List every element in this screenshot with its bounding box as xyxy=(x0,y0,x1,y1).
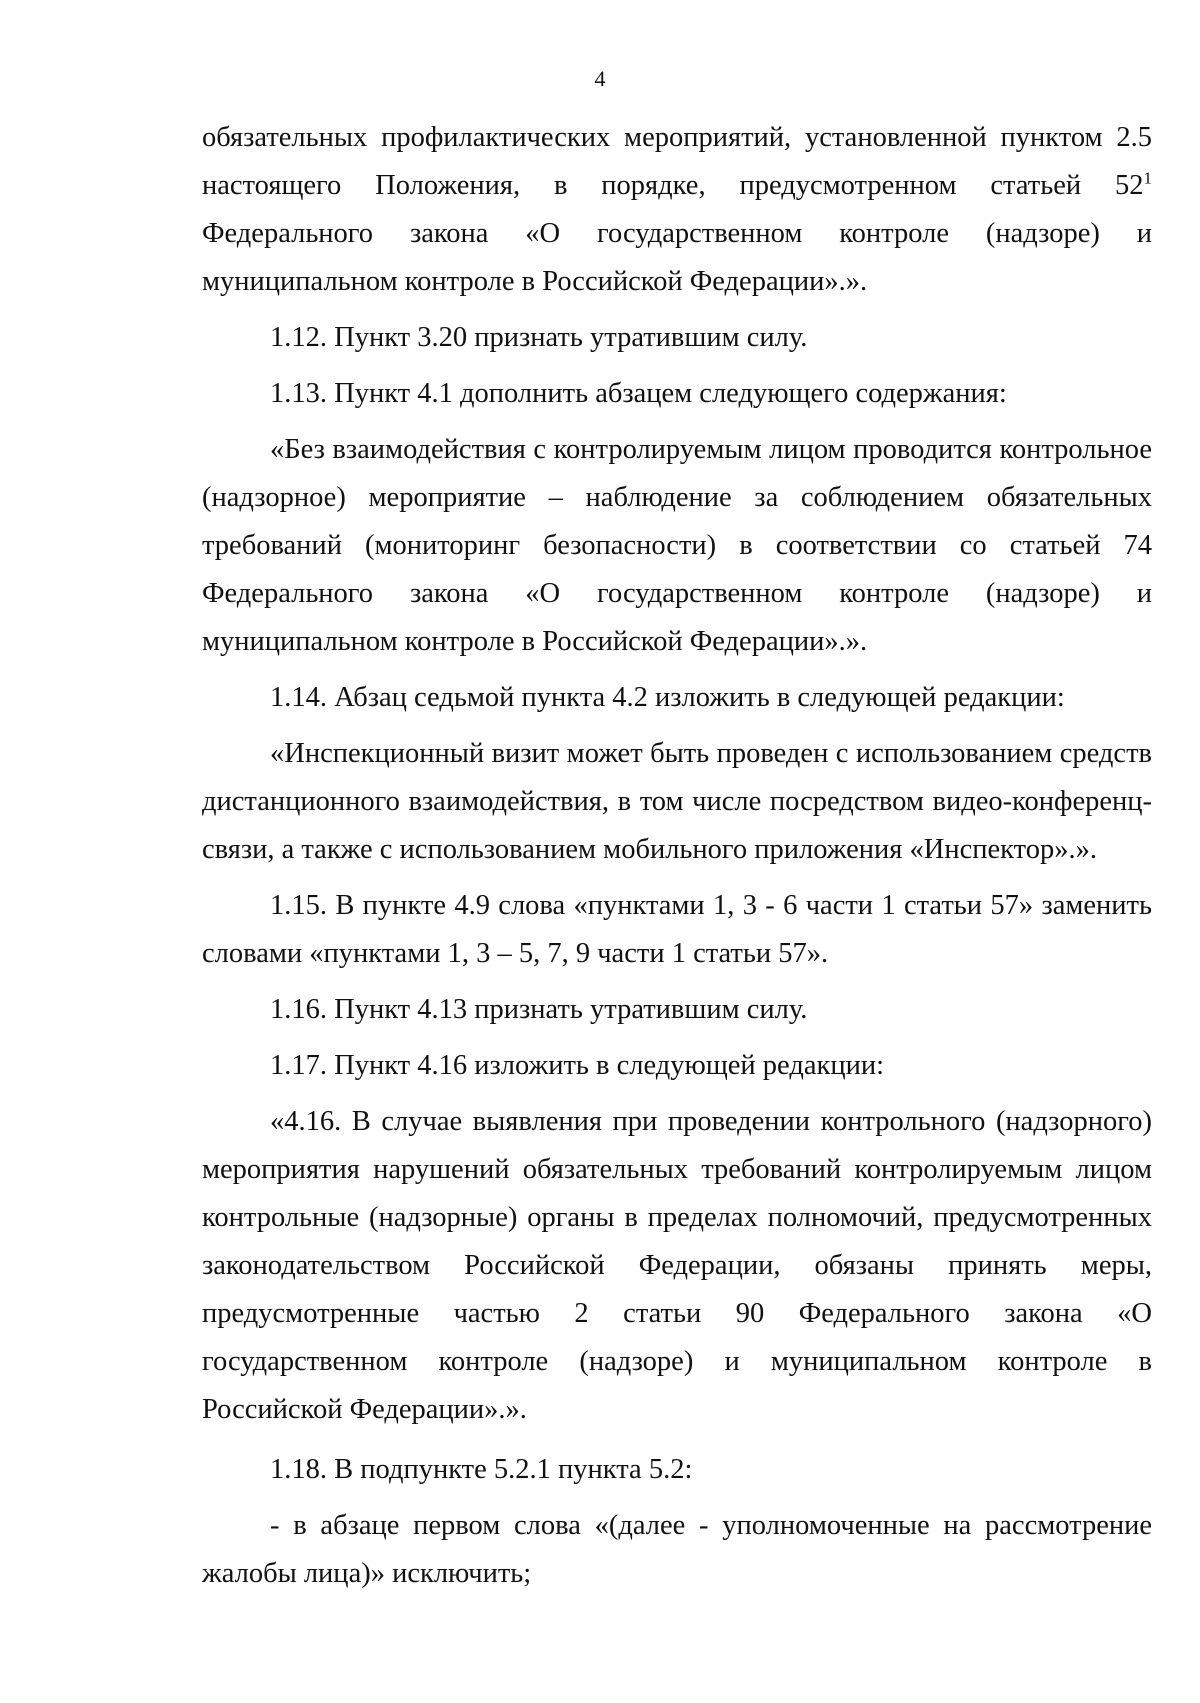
paragraph-1-14: 1.14. Абзац седьмой пункта 4.2 изложить в следующей редакции: xyxy=(270,682,1065,713)
paragraph-continuation xyxy=(202,114,1152,306)
paragraph-1-15: 1.15. В пункте 4.9 слова «пунктами 1, 3 - 6 части 1 статьи 57» заменить словами «пунктами 1, 3 – 5, 7, 9 части 1 статьи 57». xyxy=(202,890,1152,969)
paragraph-1-18: 1.18. В подпункте 5.2.1 пункта 5.2: xyxy=(270,1454,693,1485)
page-number: 4 xyxy=(594,66,606,91)
superscript-footnote: 1 xyxy=(1143,168,1152,188)
paragraph-1-12: 1.12. Пункт 3.20 признать утратившим силу. xyxy=(270,322,808,353)
document-body xyxy=(202,114,1152,1598)
paragraph-1-13: 1.13. Пункт 4.1 дополнить абзацем следующего содержания: xyxy=(270,378,1007,409)
quoted-paragraph: «Без взаимодействия с контролируемым лицом проводится контрольное (надзорное) мероприятие – наблюдение за соблюдением обязательных требований (мониторинг безопасности) в соответствии со статьей 74 Федерального закона «О государственном контроле (надзоре) и муниципальном контроле в Российской Федерации».». xyxy=(202,434,1152,657)
list-item-paragraph: - в абзаце первом слова «(далее - уполномоченные на рассмотрение жалобы лица)» исключить; xyxy=(202,1510,1152,1589)
quoted-paragraph: «Инспекционный визит может быть проведен с использованием средств дистанционного взаимодействия, в том числе посредством видео-конференц-связи, а также с использованием мобильного приложения «Инспектор».». xyxy=(202,738,1152,865)
paragraph-1-16: 1.16. Пункт 4.13 признать утратившим силу. xyxy=(270,994,808,1025)
paragraph-text: обязательных профилактических мероприятий, установленной пунктом 2.5 настоящего Положения, в порядке, предусмотренном статьей 52 xyxy=(202,122,1152,201)
paragraph-1-17: 1.17. Пункт 4.16 изложить в следующей редакции: xyxy=(270,1050,884,1081)
quoted-paragraph: «4.16. В случае выявления при проведении контрольного (надзорного) мероприятия нарушений обязательных требований контролируемым лицом контрольные (надзорные) органы в пределах полномочий, предусмотренных законодательством Российской Федерации, обязаны принять меры, предусмотренные частью 2 статьи 90 Федерального закона «О государственном контроле (надзоре) и муниципальном контроле в Российской Федерации».». xyxy=(202,1106,1152,1425)
paragraph-text: Федерального закона «О государственном контроле (надзоре) и муниципальном контроле в Российской Федерации».». xyxy=(202,218,1152,297)
